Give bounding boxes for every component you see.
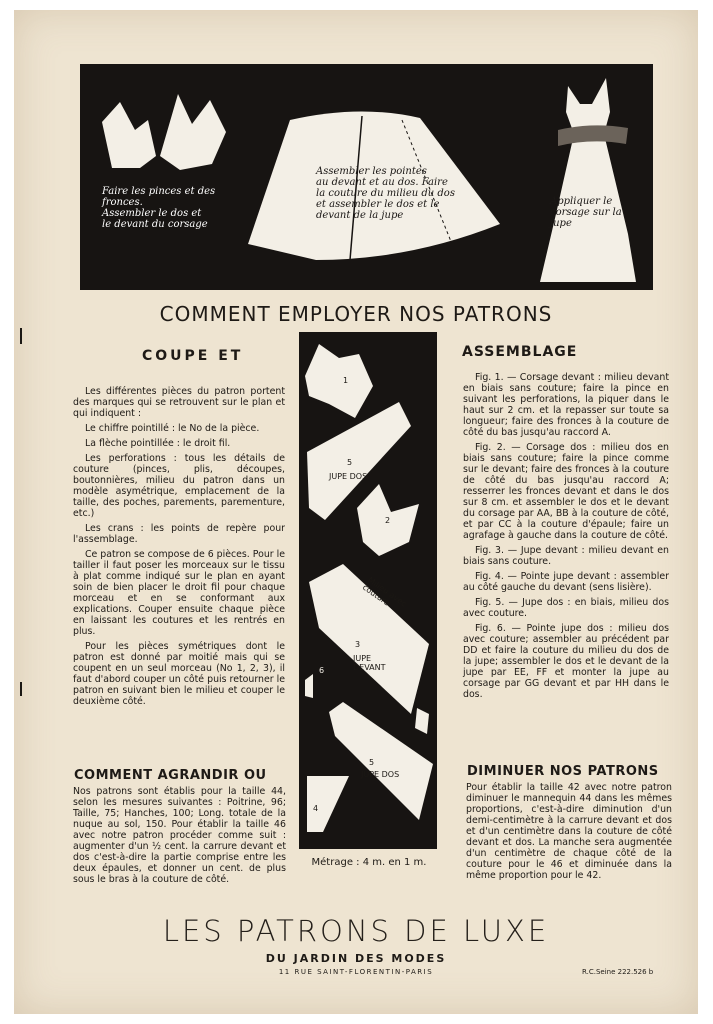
coupe-paragraph: Les différentes pièces du patron portent des marques qui se retrouvent sur le plan et qui indiquent : [73, 386, 285, 419]
binding-mark [20, 328, 22, 344]
caption-skirt: Assembler les pointes au devant et au dos. Faire la couture du milieu du dos et assembler le dos et le devant de la jupe [316, 166, 455, 221]
piece-jupe-devant-label: JUPE DEVANT [353, 654, 386, 672]
caption-dress: Appliquer le corsage sur la jupe [550, 196, 622, 229]
piece-jupe-dos-shape [307, 402, 411, 520]
bodice-front-shape [102, 102, 156, 168]
page-title: COMMENT EMPLOYER NOS PATRONS [159, 302, 553, 326]
piece-jupe-dos-2-label: JUPE DOS [361, 770, 400, 779]
section-diminuer: DIMINUER NOS PATRONS [467, 764, 659, 779]
assemblage-paragraph: Fig. 3. — Jupe devant : milieu devant en biais sans couture. [463, 545, 669, 567]
assemblage-text [463, 372, 669, 704]
section-assemblage: ASSEMBLAGE [462, 344, 578, 360]
piece-3-number: 3 [355, 640, 361, 649]
assemblage-paragraph: Fig. 6. — Pointe jupe dos : milieu dos avec couture; assembler au précédent par DD et faire la couture du milieu du dos de la jupe; assembler le dos et le devant de la jupe par EE, FF et monter la jupe au corsage par GG devant et par HH dans le dos. [463, 623, 669, 700]
brand-address: 11 RUE SAINT-FLORENTIN-PARIS [278, 968, 434, 976]
coupe-paragraph: La flèche pointillée : le droit fil. [85, 438, 231, 449]
section-agrandir: COMMENT AGRANDIR OU [74, 768, 267, 783]
piece-6-shape [305, 674, 313, 698]
registration-number: R.C.Seine 222.526 b [582, 968, 654, 976]
piece-jupe-dos-label: JUPE DOS [329, 472, 368, 481]
cutting-layout-panel [299, 332, 437, 849]
coupe-paragraph: Pour les pièces symétriques dont le patron est donné par moitié mais qui se coupent en un seul morceau (No 1, 2, 3), il faut d'abord couper un côté puis retourner le patron en suivant bien le milieu et couper le deuxième côté. [73, 641, 285, 707]
assemblage-paragraph: Fig. 1. — Corsage devant : milieu devant en biais sans couture; faire la pince en suivant les perforations, la piquer dans le haut sur 2 cm. et la repasser sur toute sa longueur; faire des fronces à la couture de côté du bas jusqu'au raccord A. [463, 372, 669, 438]
piece-6b-shape [415, 708, 429, 734]
binding-mark [20, 682, 22, 696]
coupe-paragraph: Le chiffre pointillé : le No de la pièce. [85, 423, 260, 434]
pattern-sheet [14, 10, 698, 1014]
assemblage-paragraph: Fig. 5. — Jupe dos : en biais, milieu dos avec couture. [463, 597, 669, 619]
coupe-paragraph: Les perforations : tous les détails de couture (pinces, plis, découpes, boutonnières, milieu du patron dans un modèle asymétrique, emplacement de la taille, des poches, parements, parementure, etc.) [73, 453, 285, 519]
assemblage-paragraph: Fig. 2. — Corsage dos : milieu dos en biais sans couture; faire la pince comme sur le devant; faire des fronces à la couture de côté du bas jusqu'au raccord A; resserrer les fronces devant et dans le dos sur 8 cm. et assembler le dos et le devant du corsage par AA, BB à la couture de côté, et par CC à la couture d'épaule; faire un agrafage à gauche dans la couture de côté. [463, 442, 669, 541]
piece-6-number: 6 [319, 666, 325, 675]
brand-title: LES PATRONS DE LUXE [162, 914, 550, 948]
piece-5b-number: 5 [369, 758, 375, 767]
brand-subtitle: DU JARDIN DES MODES [265, 952, 447, 965]
coupe-paragraph: Les crans : les points de repère pour l'assemblage. [73, 523, 285, 545]
bodice-back-shape [160, 94, 226, 170]
piece-1-shape [305, 344, 373, 418]
fabric-length: Métrage : 4 m. en 1 m. [311, 857, 427, 868]
coupe-text [73, 386, 285, 711]
diminuer-text: Pour établir la taille 42 avec notre patron diminuer le mannequin 44 dans les mêmes proportions, c'est-à-dire diminution d'un demi-centimètre à la carrure devant et dos et d'un centimètre dans la couture de côté devant et dos. La manche sera augmentée d'un centimètre de chaque côté de la couture pour le 46 et diminuée dans la même proportion pour le 42. [466, 782, 672, 881]
piece-2-number: 2 [385, 516, 391, 525]
caption-bodice: Faire les pinces et des fronces. Assembler le dos et le devant du corsage [102, 186, 216, 230]
assemblage-paragraph: Fig. 4. — Pointe jupe devant : assembler au côté gauche du devant (sens lisière). [463, 571, 669, 593]
piece-milieu-label: Milieu avec couture [360, 575, 409, 609]
section-coupe: COUPE ET [142, 348, 244, 364]
assembly-illustration-panel [80, 64, 653, 290]
dress-shape [540, 78, 636, 282]
piece-1-number: 1 [343, 376, 349, 385]
agrandir-text: Nos patrons sont établis pour la taille 44, selon les mesures suivantes : Poitrine, 96; Taille, 75; Hanches, 100; Long. totale de la nuque au sol, 150. Pour établir la taille 46 avec notre patron procéder comme suit : augmenter d'un ½ cent. la carrure devant et dos c'est-à-dire la partie comprise entre les deux épaules, et donner un cent. de plus sous le bras à la couture de côté. [73, 786, 286, 885]
piece-4-number: 4 [313, 804, 319, 813]
piece-5-number: 5 [347, 458, 353, 467]
coupe-paragraph: Ce patron se compose de 6 pièces. Pour le tailler il faut poser les morceaux sur le tissu à plat comme indiqué sur le plan en ayant soin de bien placer le droit fil pour chaque morceau et en se conformant aux explications. Couper ensuite chaque pièce en laissant les coutures et les rentrés en plus. [73, 549, 285, 637]
